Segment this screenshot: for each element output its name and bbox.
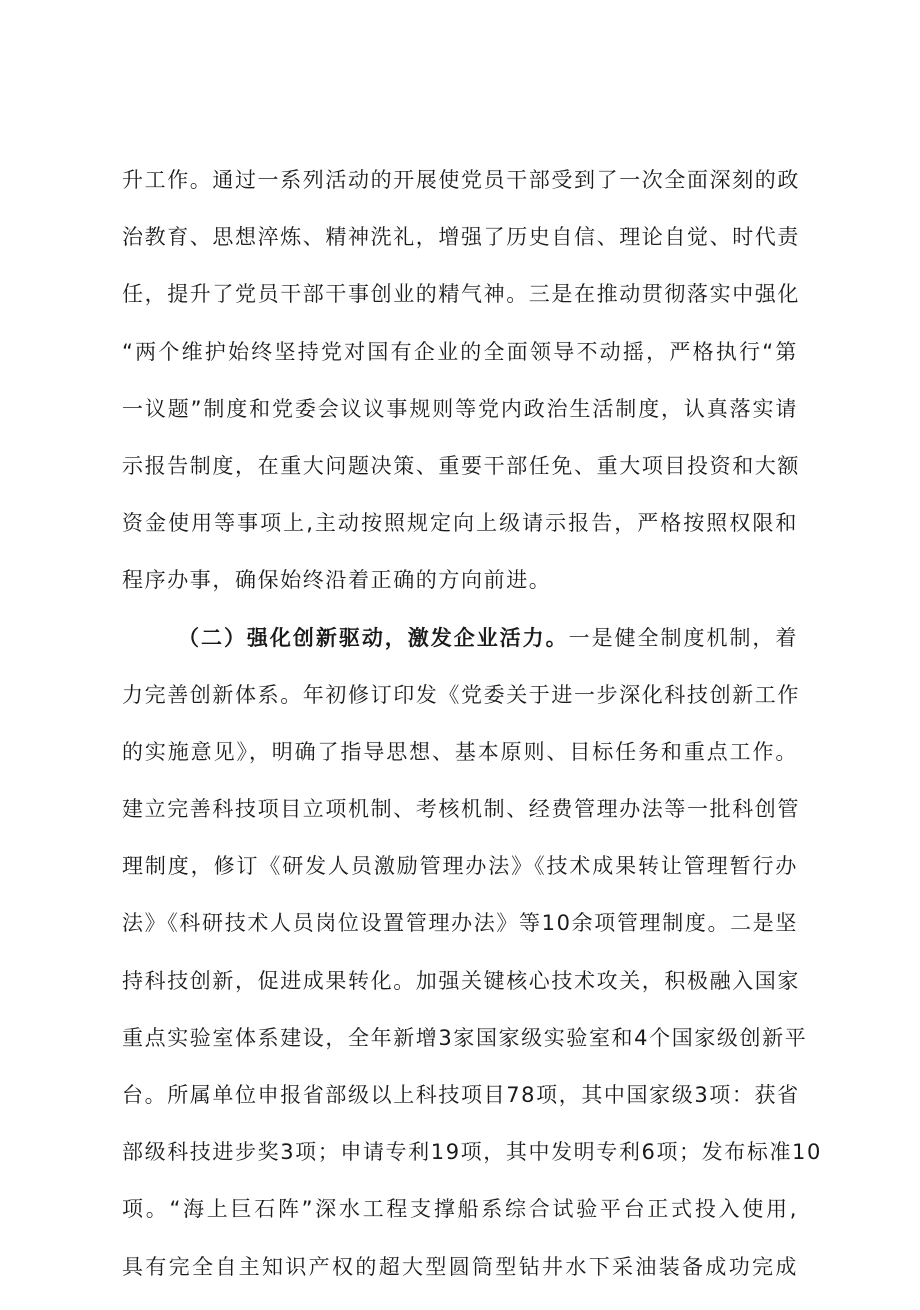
paragraph-2-line: 具有完全自主知识产权的超大型圆筒型钻井水下采油装备成功完成 [122,1254,798,1279]
paragraph-2-line: 建立完善科技项目立项机制、考核机制、经费管理办法等一批科创管 [122,797,800,822]
paragraph-1-line: 治教育、思想淬炼、精神洗礼，增强了历史自信、理论自觉、时代责 [122,225,800,250]
paragraph-1-line: 程序办事，确保始终沿着正确的方向前进。 [122,568,552,593]
paragraph-2-line: 持科技创新，促进成果转化。加强关键核心技术攻关，积极融入国家 [122,968,800,993]
paragraph-2-first-line [122,624,798,653]
paragraph-2-line: 项。“海上巨石阵”深水工程支撑船系综合试验平台正式投入使用, [122,1197,798,1222]
paragraph-2-line: 重点实验室体系建设，全年新增3家国家级实验室和4个国家级创新平 [122,1025,808,1050]
paragraph-2-line: 的实施意见》，明确了指导思想、基本原则、目标任务和重点工作。 [122,739,798,764]
section-heading: （二）强化创新驱动，激发企业活力。 [178,625,569,650]
document-body [122,166,822,1310]
paragraph-2-line: 部级科技进步奖3项；申请专利19项，其中发明专利6项；发布标准10 [122,1140,822,1165]
paragraph-2-line: 台。所属单位申报省部级以上科技项目78项，其中国家级3项：获省 [122,1083,800,1107]
paragraph-2-first-line-text: 一是健全制度机制，着 [568,625,798,650]
paragraph-1-line: 升工作。通过一系列活动的开展使党员干部受到了一次全面深刻的政 [122,168,800,192]
paragraph-1-line: 一议题”制度和党委会议议事规则等党内政治生活制度，认真落实请 [122,396,798,421]
paragraph-1-line: 示报告制度，在重大问题决策、重要干部任免、重大项目投资和大额 [122,453,800,478]
paragraph-1-line: “两个维护始终坚持党对国有企业的全面领导不动摇，严格执行“第 [122,339,798,364]
paragraph-1-line: 任，提升了党员干部干事创业的精气神。三是在推动贯彻落实中强化 [122,282,800,307]
paragraph-2-line: 力完善创新体系。年初修订印发《党委关于进一步深化科技创新工作 [122,682,800,707]
paragraph-2-line: 法》《科研技术人员岗位设置管理办法》等10余项管理制度。二是坚 [122,911,798,936]
paragraph-2-line: 理制度，修订《研发人员激励管理办法》《技术成果转让管理暂行办 [122,854,798,879]
paragraph-1-line: 资金使用等事项上,主动按照规定向上级请示报告，严格按照权限和 [122,511,798,536]
